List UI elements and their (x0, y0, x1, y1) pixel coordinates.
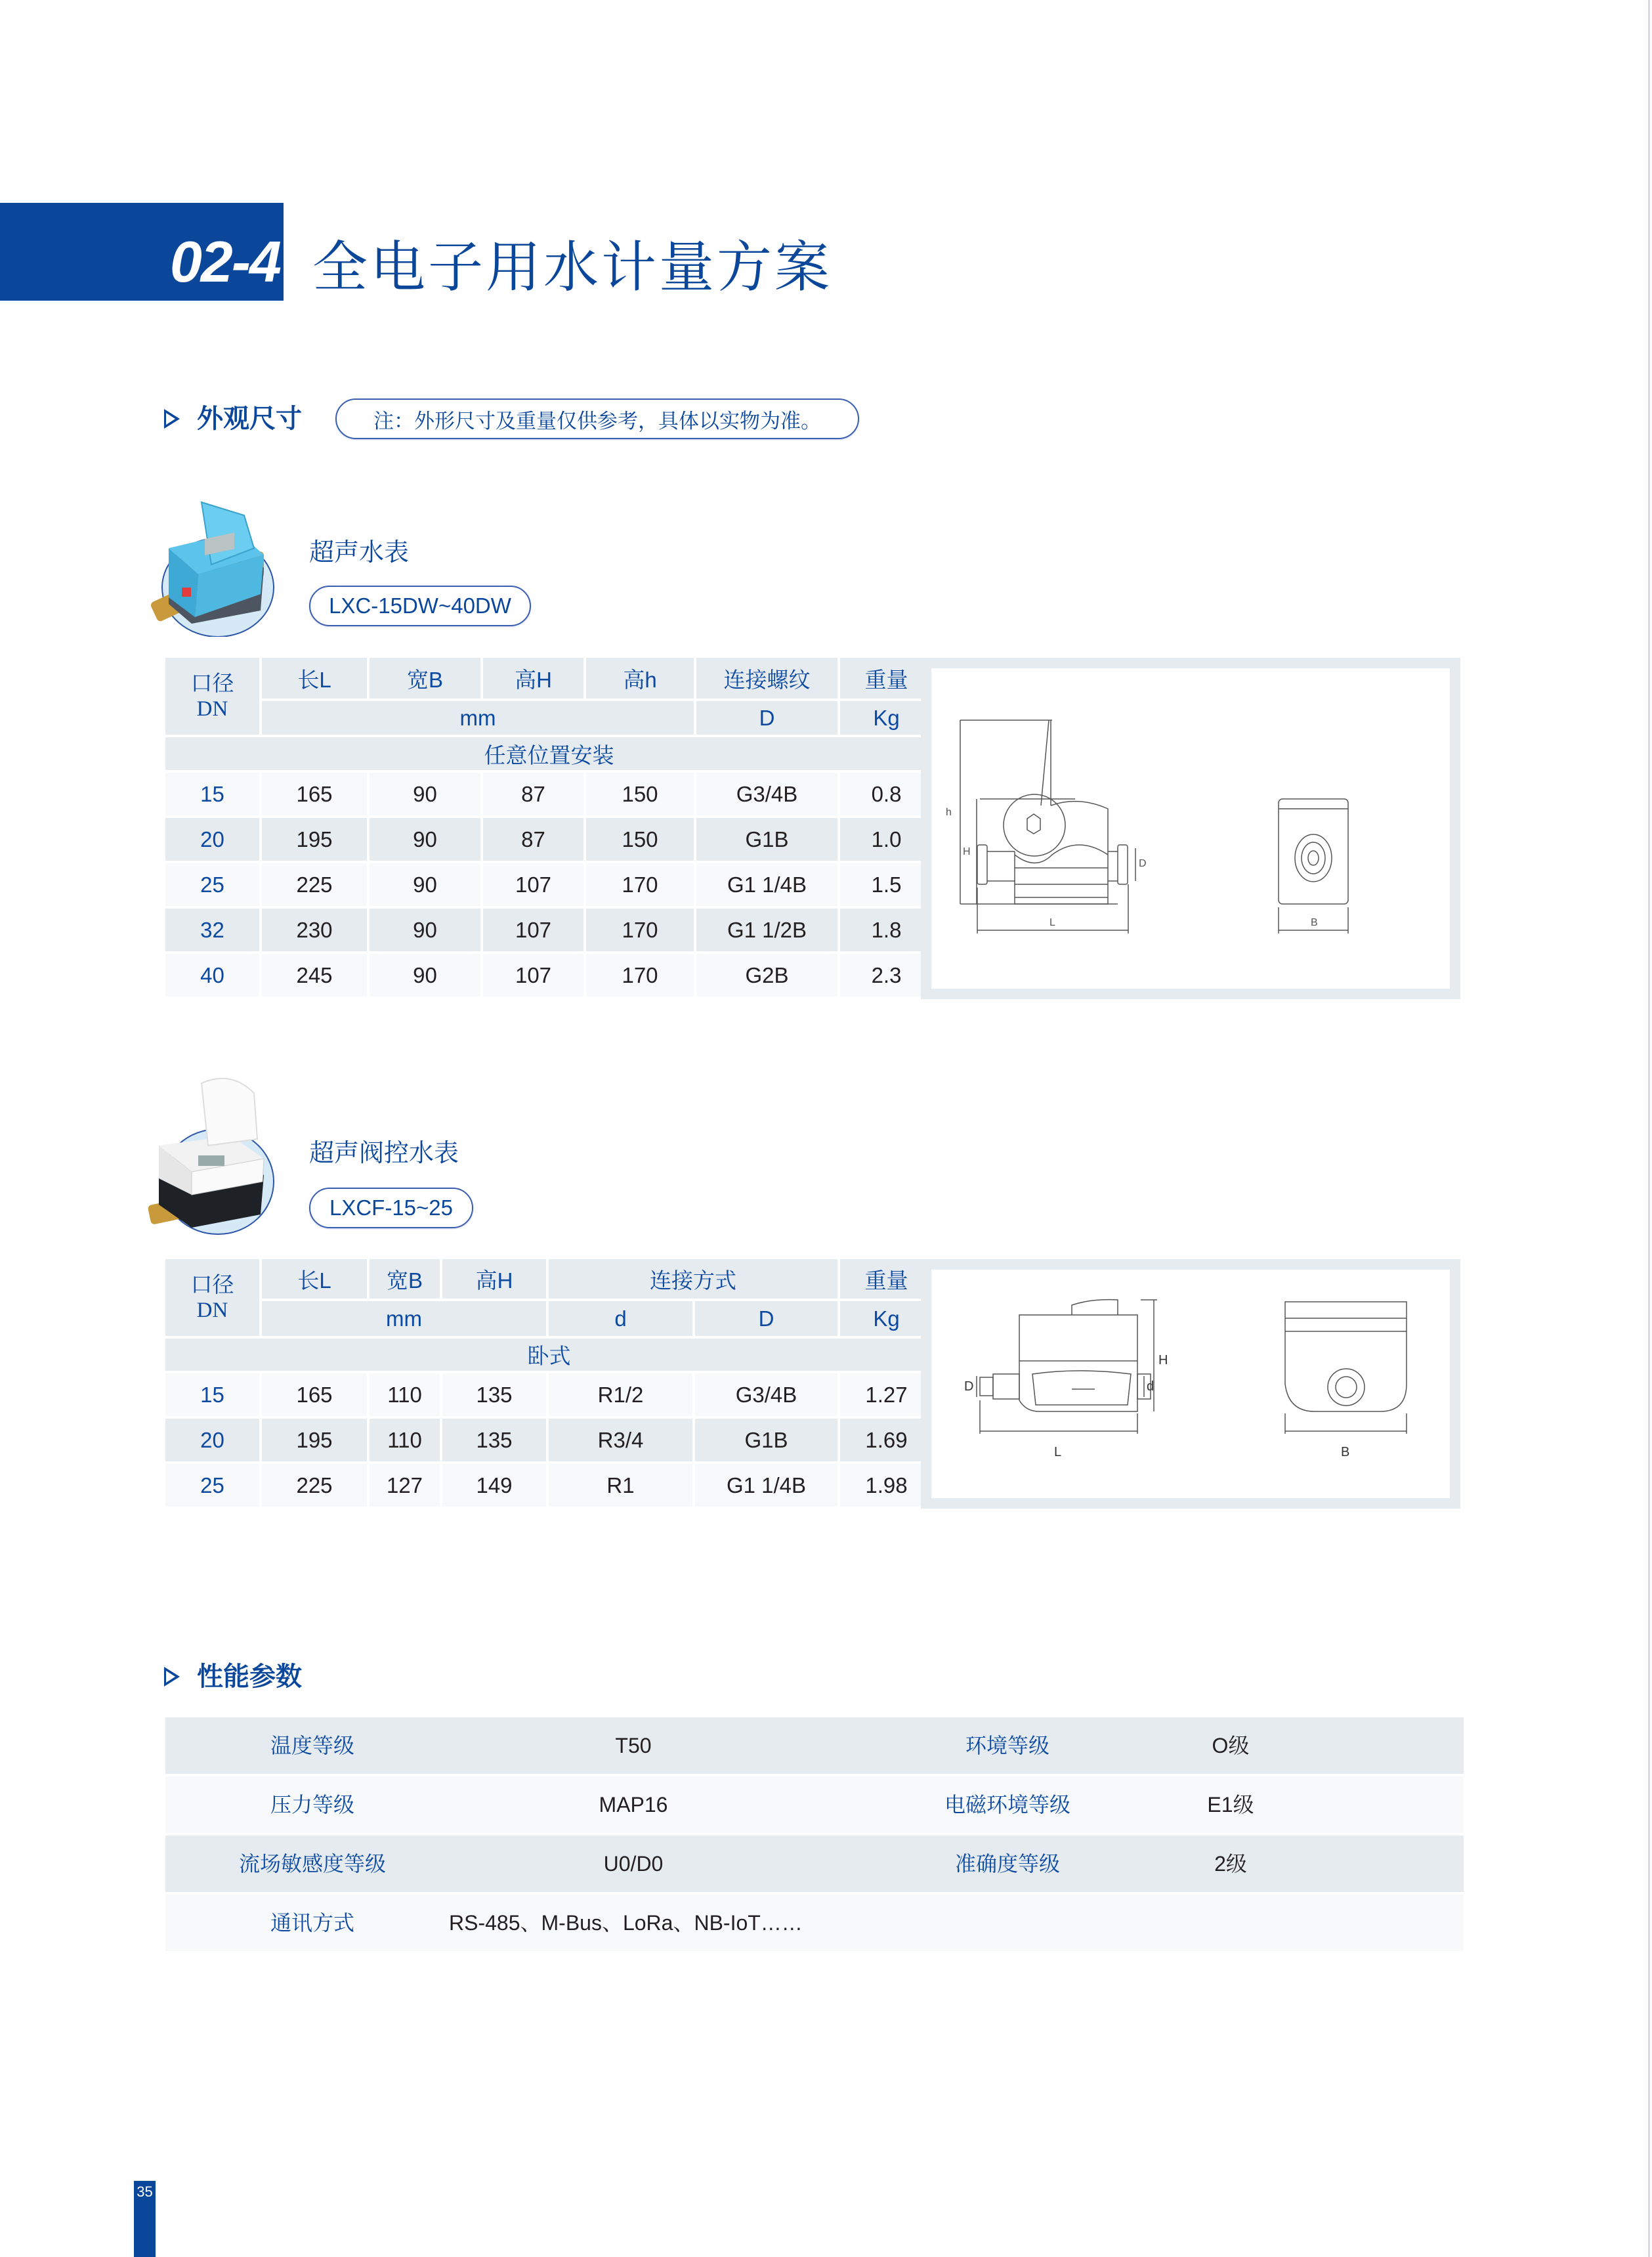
table-cell: G1 1/2B (696, 909, 837, 951)
header-connection: 连接方式 (549, 1259, 837, 1299)
param-label: 通讯方式 (270, 1911, 355, 1935)
table-cell: 110 (370, 1373, 440, 1416)
label-B: B (1341, 1445, 1350, 1459)
header-weight: 重量 (840, 658, 933, 699)
product-name: 超声阀控水表 (309, 1138, 459, 1167)
section-code: 02-4 (169, 229, 280, 294)
unit-mm: mm (262, 1301, 546, 1336)
table-cell: 1.69 (840, 1419, 933, 1461)
param-label: 环境等级 (965, 1734, 1050, 1757)
table-cell: 135 (442, 1419, 546, 1461)
table-cell: 107 (483, 909, 583, 951)
table-cell: 150 (586, 773, 694, 815)
param-row (165, 1836, 1464, 1892)
table-row (165, 954, 933, 997)
header-height-h: 高h (586, 658, 694, 699)
header-dn-label: 口径 (190, 671, 234, 696)
table-row (165, 818, 933, 861)
spec-table-ultrasonic (163, 655, 935, 999)
table-cell: G3/4B (695, 1373, 837, 1416)
param-label: 压力等级 (270, 1793, 355, 1816)
install-mode: 任意位置安装 (165, 737, 933, 770)
model-pill (309, 586, 531, 626)
label-H: H (963, 846, 971, 857)
param-value: 2级 (1214, 1852, 1247, 1876)
param-row (165, 1895, 1464, 1951)
table-cell: 2.3 (840, 954, 933, 997)
header-length: 长L (262, 658, 367, 699)
header-height-H: 高H (442, 1259, 546, 1299)
table-cell: 90 (370, 773, 480, 815)
table-cell: 110 (370, 1419, 440, 1461)
cell-dn: 15 (165, 773, 259, 815)
cell-dn: 20 (165, 1419, 259, 1461)
dimension-drawing-valve (921, 1259, 1460, 1509)
header-width: 宽B (370, 1259, 440, 1299)
table-cell: 90 (370, 863, 480, 906)
triangle-icon (164, 409, 180, 429)
param-value: E1级 (1207, 1793, 1254, 1816)
note-text: 注：外形尺寸及重量仅供参考，具体以实物为准。 (373, 409, 821, 433)
install-mode: 卧式 (165, 1339, 933, 1371)
model-number: LXC-15DW~40DW (329, 593, 511, 618)
table-cell: G1 1/4B (696, 863, 837, 906)
param-value: O级 (1212, 1734, 1250, 1757)
label-B: B (1311, 917, 1318, 928)
header-dn-unit: DN (196, 1299, 228, 1323)
performance-table (165, 1717, 1464, 1954)
header-dn-unit: DN (196, 697, 228, 721)
table-cell: 149 (442, 1464, 546, 1507)
unit-mm: mm (262, 701, 694, 735)
unit-kg: Kg (840, 701, 933, 735)
cell-dn: 15 (165, 1373, 259, 1416)
table-cell: 230 (262, 909, 367, 951)
table-cell: 1.27 (840, 1373, 933, 1416)
table-cell: 225 (262, 1464, 367, 1507)
product-image-ultrasonic-meter (146, 483, 277, 637)
table-cell: 90 (370, 818, 480, 861)
product-image-valve-meter (146, 1067, 277, 1241)
header-length: 长L (262, 1259, 367, 1299)
table-cell: G3/4B (696, 773, 837, 815)
label-D: D (964, 1379, 974, 1394)
header-dn-label: 口径 (190, 1272, 234, 1297)
table-cell: R3/4 (549, 1419, 692, 1461)
param-label: 准确度等级 (954, 1852, 1061, 1876)
table-cell: 165 (262, 1373, 367, 1416)
table-cell: G1 1/4B (695, 1464, 837, 1507)
cell-dn: 20 (165, 818, 259, 861)
cell-dn: 32 (165, 909, 259, 951)
table-cell: 1.0 (840, 818, 933, 861)
param-value: T50 (615, 1734, 652, 1757)
table-row (165, 909, 933, 951)
param-label: 温度等级 (270, 1734, 355, 1757)
model-pill (309, 1188, 473, 1228)
label-L: L (1054, 1445, 1062, 1459)
table-row (165, 1419, 933, 1461)
table-cell: 1.98 (840, 1464, 933, 1507)
triangle-icon (164, 1667, 180, 1687)
table-row (165, 863, 933, 906)
unit-d: d (549, 1301, 692, 1336)
param-row (165, 1776, 1464, 1833)
table-cell: 165 (262, 773, 367, 815)
cell-dn: 25 (165, 863, 259, 906)
technical-drawing (921, 1259, 1460, 1509)
page-number: 35 (137, 2183, 153, 2200)
label-d: d (1147, 1379, 1154, 1394)
section-title: 外观尺寸 (197, 404, 302, 434)
table-cell: 107 (483, 954, 583, 997)
table-cell: G1B (696, 818, 837, 861)
table-cell: 170 (586, 954, 694, 997)
table-row (165, 1373, 933, 1416)
label-h: h (946, 807, 952, 818)
table-cell: R1 (549, 1464, 692, 1507)
dimension-drawing-ultrasonic (921, 658, 1460, 999)
param-label: 电磁环境等级 (944, 1793, 1071, 1816)
table-cell: 195 (262, 818, 367, 861)
header-thread: 连接螺纹 (696, 658, 837, 699)
table-cell: 127 (370, 1464, 440, 1507)
table-row (165, 1464, 933, 1507)
header-height-H: 高H (483, 658, 583, 699)
page-edge (1648, 0, 1650, 2257)
param-value: MAP16 (599, 1793, 668, 1816)
table-cell: G1B (695, 1419, 837, 1461)
param-row (165, 1717, 1464, 1774)
label-D: D (1139, 858, 1147, 869)
spec-table-valve (163, 1257, 935, 1509)
section-heading-performance (164, 1664, 302, 1690)
header-dn (165, 1259, 259, 1336)
table-cell: 195 (262, 1419, 367, 1461)
header-width: 宽B (370, 658, 480, 699)
param-value: U0/D0 (603, 1852, 664, 1876)
header-weight: 重量 (840, 1259, 933, 1299)
table-cell: 225 (262, 863, 367, 906)
section-heading-dimensions (164, 406, 302, 432)
label-H: H (1158, 1353, 1168, 1367)
table-cell: 87 (483, 773, 583, 815)
unit-D: D (695, 1301, 837, 1336)
table-cell: 90 (370, 909, 480, 951)
table-cell: 1.8 (840, 909, 933, 951)
section-title: 性能参数 (197, 1662, 302, 1692)
table-cell: 1.5 (840, 863, 933, 906)
table-cell: 107 (483, 863, 583, 906)
table-cell: 87 (483, 818, 583, 861)
table-cell: 150 (586, 818, 694, 861)
label-L: L (1049, 917, 1055, 928)
table-cell: 245 (262, 954, 367, 997)
table-cell: R1/2 (549, 1373, 692, 1416)
header-dn (165, 658, 259, 735)
page-title: 全电子用水计量方案 (312, 235, 833, 299)
table-cell: 0.8 (840, 773, 933, 815)
technical-drawing (921, 658, 1460, 999)
unit-kg: Kg (840, 1301, 933, 1336)
unit-D: D (696, 701, 837, 735)
cell-dn: 40 (165, 954, 259, 997)
model-number: LXCF-15~25 (329, 1195, 454, 1220)
table-cell: G2B (696, 954, 837, 997)
param-value: RS-485、M-Bus、LoRa、NB-IoT…… (449, 1911, 803, 1935)
cell-dn: 25 (165, 1464, 259, 1507)
table-cell: 170 (586, 909, 694, 951)
table-cell: 90 (370, 954, 480, 997)
table-cell: 135 (442, 1373, 546, 1416)
note-pill (335, 398, 859, 439)
table-row (165, 773, 933, 815)
product-name: 超声水表 (309, 538, 410, 567)
param-label: 流场敏感度等级 (238, 1852, 387, 1876)
table-cell: 170 (586, 863, 694, 906)
